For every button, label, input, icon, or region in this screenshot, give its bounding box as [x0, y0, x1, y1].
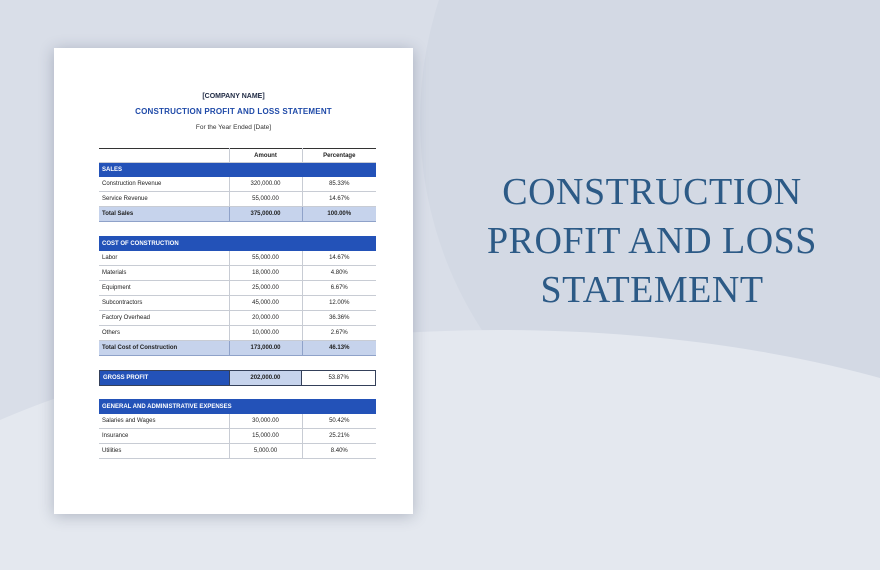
table-row: [99, 296, 376, 311]
row-percentage: 14.67%: [302, 192, 376, 207]
total-label: Total Sales: [99, 207, 229, 222]
section-header-ga: [99, 400, 376, 414]
banner-line-1: CONSTRUCTION: [502, 171, 802, 213]
gross-profit-label: GROSS PROFIT: [100, 371, 230, 386]
row-label: Labor: [99, 251, 229, 266]
row-percentage: 6.67%: [302, 281, 376, 296]
column-header-row: [99, 149, 376, 163]
row-amount: 55,000.00: [229, 251, 302, 266]
row-percentage: 50.42%: [302, 414, 376, 429]
row-label: Materials: [99, 266, 229, 281]
cost-table: [99, 236, 376, 356]
section-header-sales: [99, 163, 376, 177]
row-percentage: 8.40%: [302, 444, 376, 459]
table-row: [99, 266, 376, 281]
total-amount: 375,000.00: [229, 207, 302, 222]
row-label: Salaries and Wages: [99, 414, 229, 429]
section-title: SALES: [99, 163, 376, 177]
gross-profit-table: [99, 370, 376, 386]
document-sheet: [54, 48, 413, 514]
row-percentage: 4.80%: [302, 266, 376, 281]
row-percentage: 2.67%: [302, 326, 376, 341]
table-row: [99, 429, 376, 444]
total-label: Total Cost of Construction: [99, 341, 229, 356]
row-amount: 25,000.00: [229, 281, 302, 296]
total-amount: 173,000.00: [229, 341, 302, 356]
gross-profit-amount: 202,000.00: [229, 371, 302, 386]
row-amount: 320,000.00: [229, 177, 302, 192]
document-title: CONSTRUCTION PROFIT AND LOSS STATEMENT: [135, 107, 332, 116]
row-amount: 45,000.00: [229, 296, 302, 311]
row-percentage: 14.67%: [302, 251, 376, 266]
total-percentage: 46.13%: [302, 341, 376, 356]
gross-profit-percentage: 53.87%: [302, 371, 376, 386]
row-amount: 55,000.00: [229, 192, 302, 207]
row-percentage: 36.36%: [302, 311, 376, 326]
row-amount: 20,000.00: [229, 311, 302, 326]
ga-expenses-table: [99, 399, 376, 459]
table-row: [99, 251, 376, 266]
column-header-percentage: Percentage: [302, 149, 376, 163]
row-label: Utilities: [99, 444, 229, 459]
row-label: Construction Revenue: [99, 177, 229, 192]
row-amount: 15,000.00: [229, 429, 302, 444]
row-label: Equipment: [99, 281, 229, 296]
column-header-label: [99, 149, 229, 163]
total-row: [99, 207, 376, 222]
table-row: [99, 444, 376, 459]
gross-profit-row: [100, 371, 376, 386]
table-row: [99, 177, 376, 192]
banner-line-3: STATEMENT: [540, 269, 764, 311]
table-row: [99, 281, 376, 296]
row-label: Insurance: [99, 429, 229, 444]
row-amount: 30,000.00: [229, 414, 302, 429]
row-percentage: 25.21%: [302, 429, 376, 444]
row-label: Factory Overhead: [99, 311, 229, 326]
row-amount: 10,000.00: [229, 326, 302, 341]
row-label: Service Revenue: [99, 192, 229, 207]
row-percentage: 85.33%: [302, 177, 376, 192]
banner-title: [452, 168, 852, 315]
banner-line-2: PROFIT AND LOSS: [487, 220, 817, 262]
row-amount: 18,000.00: [229, 266, 302, 281]
period-label: For the Year Ended [Date]: [195, 124, 272, 131]
table-row: [99, 326, 376, 341]
table-row: [99, 311, 376, 326]
row-amount: 5,000.00: [229, 444, 302, 459]
section-title: COST OF CONSTRUCTION: [99, 237, 376, 251]
sales-table: [99, 148, 376, 222]
row-label: Others: [99, 326, 229, 341]
row-percentage: 12.00%: [302, 296, 376, 311]
total-percentage: 100.00%: [302, 207, 376, 222]
column-header-amount: Amount: [229, 149, 302, 163]
table-row: [99, 414, 376, 429]
section-header-cost: [99, 237, 376, 251]
company-name: [COMPANY NAME]: [202, 93, 265, 100]
table-row: [99, 192, 376, 207]
row-label: Subcontractors: [99, 296, 229, 311]
section-title: GENERAL AND ADMINISTRATIVE EXPENSES: [99, 400, 376, 414]
total-row: [99, 341, 376, 356]
